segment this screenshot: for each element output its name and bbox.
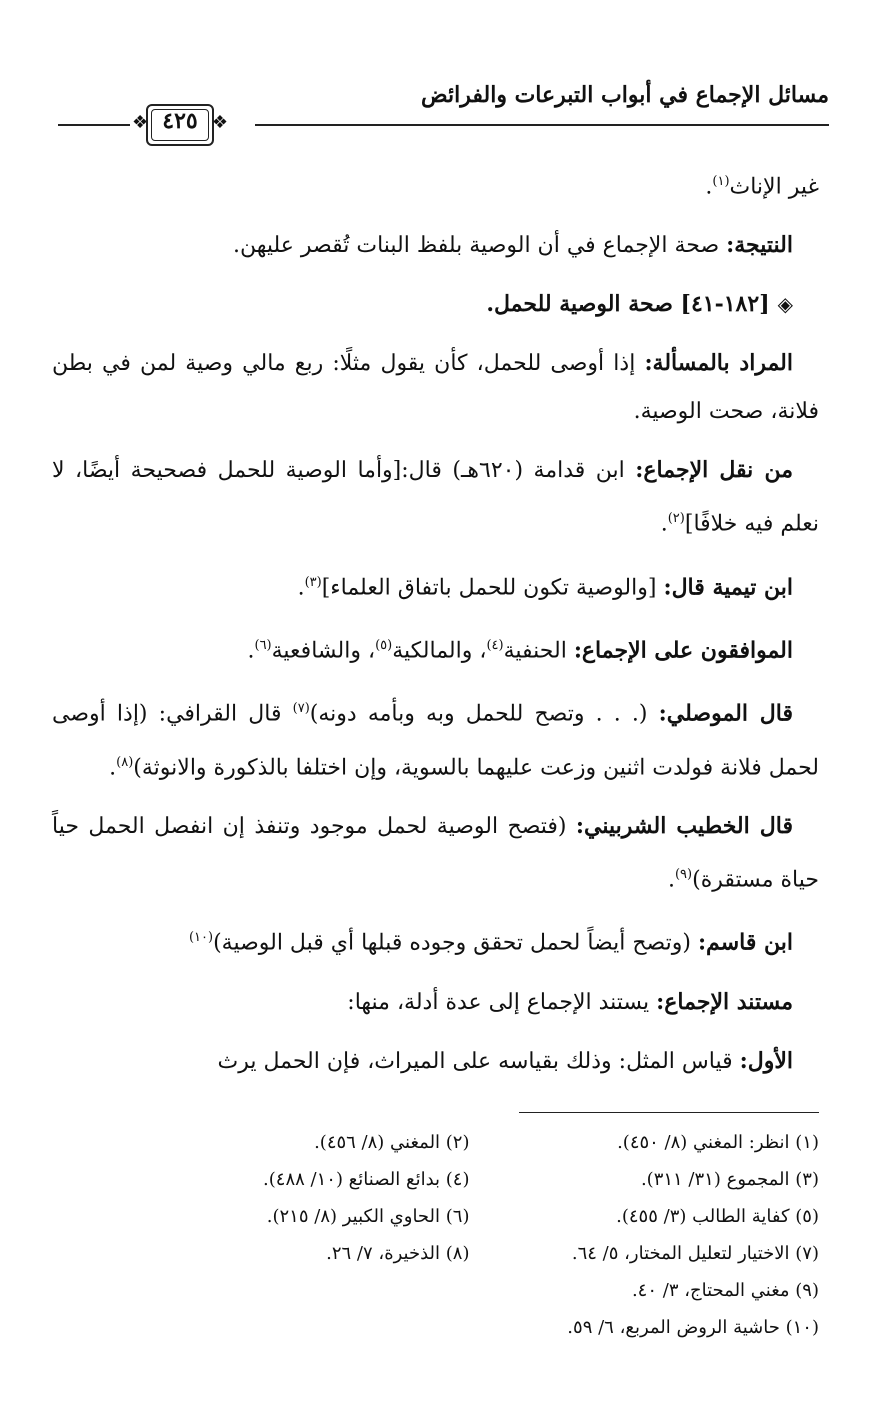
footnote-ref[interactable]: (٧) [292, 701, 310, 717]
paragraph: قال الموصلي: (. . . وتصح للحمل وبه وبأمه دونه)$^{(٧)}$ قال القرافي: (إذا أوصى لحمل فلانة فولدت اثنين وزعت عليهما بالسوية، وإن اختلفا بالذكورة والانوثة)$^{(٨)}$. [52, 700, 819, 780]
diamond-bullet-icon: ◈ [777, 292, 793, 317]
paragraph: ابن تيمية قال: [والوصية تكون للحمل باتفاق العلماء]$^{(٣)}$. [297, 573, 793, 600]
page-number: ٤٢٥ [162, 108, 198, 134]
khatib-label: قال الخطيب الشربيني: [575, 812, 794, 839]
awwal-label: الأول: [739, 1047, 793, 1074]
page-number-badge [132, 102, 228, 146]
taymiya-text: [والوصية تكون للحمل باتفاق العلماء] [321, 574, 664, 600]
qasim-label: ابن قاسم: [697, 929, 793, 956]
mawsili-text: (. . . وتصح للحمل وبه وبأمه دونه) [309, 701, 659, 727]
footnote-ref[interactable]: (٩) [674, 866, 693, 882]
ornament-icon: ❖ [132, 112, 149, 133]
page-header [40, 74, 829, 146]
footnote: (٣) المجموع (٣١/ ٣١١). [640, 1169, 819, 1190]
footnote-row [120, 1124, 819, 1161]
footnote: (٤) بدائع الصنائع (١٠/ ٤٨٨). [263, 1169, 470, 1190]
footnote-ref[interactable]: (٨) [116, 754, 134, 770]
paragraph: قال الخطيب الشربيني: (فتصح الوصية لحمل موجود وتنفذ إن انفصل الحمل حياً حياة مستقرة)$^{(٩)}$. [52, 812, 819, 893]
paragraph [52, 914, 819, 967]
murad-text: إذا أوصى للحمل، كأن يقول مثلًا: ربع مالي وصية لمن في بطن فلانة، صحت الوصية. [52, 351, 819, 425]
footnote-row [120, 1235, 819, 1272]
footnote: (١٠) حاشية الروض المربع، ٦/ ٥٩. [567, 1317, 819, 1338]
footnote-rule [519, 1112, 819, 1113]
text-span: ، والمالكية [392, 638, 487, 664]
footnote-row [120, 1272, 819, 1309]
paragraph: غير الإناث$^{(١)}$. [705, 174, 819, 200]
footnote: (٢) المغني (٨/ ٤٥٦). [314, 1132, 470, 1153]
footnote-ref[interactable]: (١٠) [188, 930, 214, 946]
header-rule-left [58, 124, 130, 126]
mustanad-text: يستند الإجماع إلى عدة أدلة، منها: [347, 989, 657, 1015]
ornament-icon: ❖ [211, 112, 228, 133]
text-line: غير الإناث [729, 174, 819, 200]
result-label: النتيجة: [726, 232, 793, 259]
main-text [52, 158, 819, 1096]
footnote: (٨) الذخيرة، ٧/ ٢٦. [326, 1243, 470, 1264]
footnote: (٩) مغني المحتاج، ٣/ ٤٠. [631, 1280, 819, 1301]
paragraph: من نقل الإجماع: ابن قدامة (٦٢٠هـ) قال:[وأما الوصية للحمل فصحيحة أيضًا، لا نعلم فيه خلافًا]$^{(٢)}$. [52, 457, 819, 537]
naql-text: ابن قدامة (٦٢٠هـ) قال:[وأما الوصية للحمل فصحيحة أيضًا، لا نعلم فيه خلافًا] [52, 458, 819, 537]
awwal-text: قياس المثل: وذلك بقياسه على الميراث، فإن الحمل يرث [217, 1048, 740, 1074]
murad-label: المراد بالمسألة: [644, 350, 794, 377]
footnotes [120, 1124, 819, 1346]
qarafi-text: قال القرافي: (إذا أوصى لحمل فلانة فولدت اثنين وزعت عليهما بالسوية، وإن اختلفا بالذكورة والانوثة) [52, 701, 819, 780]
footnote-row [120, 1161, 819, 1198]
section-title: [١٨٢-٤١] صحة الوصية للحمل. [486, 291, 770, 318]
result-text: صحة الإجماع في أن الوصية بلفظ البنات تُقصر عليهن. [232, 233, 727, 259]
footnote-row [120, 1198, 819, 1235]
footnote: (١) انظر: المغني (٨/ ٤٥٠). [617, 1132, 819, 1153]
paragraph: الموافقون على الإجماع: الحنفية$^{(٤)}$، والمالكية$^{(٥)}$، والشافعية$^{(٦)}$. [247, 637, 793, 664]
paragraph [52, 978, 819, 1027]
footnote-ref[interactable]: (٦) [254, 637, 272, 653]
muwafiqun-label: الموافقون على الإجماع: [573, 637, 793, 664]
footnote-ref[interactable]: (٥) [375, 637, 393, 653]
mawsili-label: قال الموصلي: [658, 700, 793, 727]
paragraph [52, 339, 819, 436]
text-span: الحنفية [503, 638, 574, 664]
footnote-ref[interactable]: (٢) [667, 511, 685, 527]
taymiya-label: ابن تيمية قال: [663, 573, 793, 600]
footnote-row [120, 1309, 819, 1346]
footnote: (٦) الحاوي الكبير (٨/ ٢١٥). [266, 1206, 470, 1227]
khatib-text: (فتصح الوصية لحمل موجود وتنفذ إن انفصل الحمل حياً حياة مستقرة) [52, 813, 819, 893]
header-rule [255, 124, 829, 126]
paragraph [52, 221, 819, 270]
text-span: ، والشافعية [271, 638, 376, 664]
naql-label: من نقل الإجماع: [635, 457, 793, 484]
paragraph [52, 1037, 819, 1086]
footnote: (٥) كفاية الطالب (٣/ ٤٥٥). [616, 1206, 819, 1227]
footnote-ref[interactable]: (٣) [304, 574, 322, 590]
footnote-ref[interactable]: (١) [712, 174, 730, 189]
footnote-ref[interactable]: (٤) [486, 637, 504, 653]
section-heading [52, 280, 819, 329]
footnote: (٧) الاختيار لتعليل المختار، ٥/ ٦٤. [571, 1243, 819, 1264]
qasim-text: (وتصح أيضاً لحمل تحقق وجوده قبلها أي قبل الوصية) [213, 930, 698, 956]
mustanad-label: مستند الإجماع: [656, 988, 793, 1015]
running-title: مسائل الإجماع في أبواب التبرعات والفرائض [421, 82, 829, 108]
